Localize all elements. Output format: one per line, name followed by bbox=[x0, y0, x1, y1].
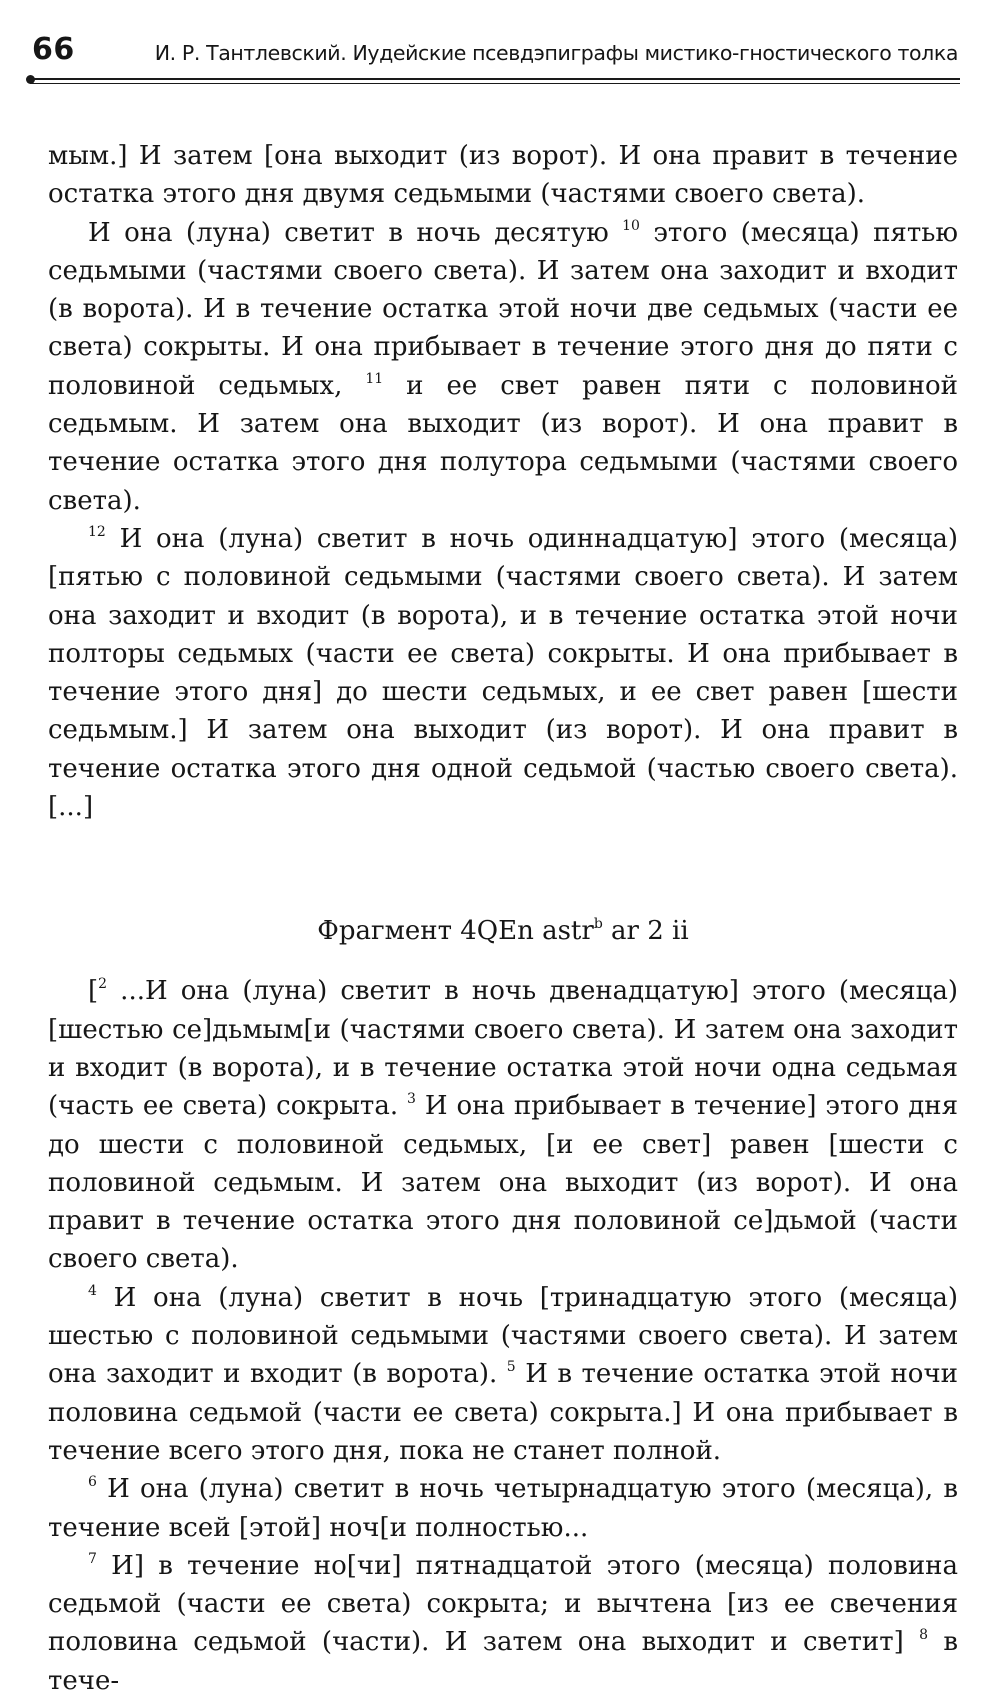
verse-number: 4 bbox=[88, 1282, 97, 1299]
paragraph-text: и ее свет равен пяти с половиной седьмым. И затем она выходит (из ворот). И она правит в течение остатка этого дня полутора седьмыми (частями своего света). bbox=[48, 370, 959, 516]
fragment-heading bbox=[48, 912, 958, 950]
paragraph-text: И она (луна) светит в ночь десятую bbox=[88, 217, 623, 248]
fragment-heading-text: ar 2 ii bbox=[602, 916, 689, 947]
running-title: И. Р. Тантлевский. Иудейские псевдэпиграфы мистико-гностического толка bbox=[154, 41, 958, 65]
paragraph bbox=[48, 1470, 958, 1547]
paragraph bbox=[48, 972, 958, 1278]
verse-number: 5 bbox=[506, 1359, 516, 1376]
paragraph-text: И она (луна) светит в ночь четырнадцатую этого (месяца), в течение всей [этой] ноч[и полностью... bbox=[48, 1474, 958, 1543]
verse-number: 3 bbox=[407, 1091, 416, 1108]
paragraph-text: И] в течение но[чи] пятнадцатой этого (месяца) половина седьмой (части ее света) сокрыта; и вычтена [из ее свечения половина седьмой (части). И затем она выходит и светит] bbox=[48, 1550, 958, 1658]
running-head bbox=[30, 32, 960, 72]
page-body bbox=[48, 137, 958, 1700]
header-rule-bullet-icon bbox=[26, 75, 35, 84]
fragment-heading-text: Фрагмент 4QEn astr bbox=[317, 916, 594, 947]
verse-number: 8 bbox=[919, 1627, 929, 1644]
paragraph bbox=[48, 1279, 958, 1470]
fragment-heading-superscript: b bbox=[593, 916, 603, 933]
verse-number: 7 bbox=[88, 1550, 97, 1567]
verse-number: 6 bbox=[88, 1474, 97, 1491]
verse-number: 2 bbox=[98, 976, 108, 993]
paragraph-text: в тече- bbox=[48, 1627, 958, 1696]
paragraph-text: [ bbox=[88, 976, 99, 1007]
paragraph-text: этого (месяца) пятью седьмыми (частями своего света). И затем она заходит и входит (в ворота). И в течение остатка этой ночи две седьмых (части ее света) сокрыты. И она прибывает в течение этого дня до пяти с половиной седьмых, bbox=[48, 217, 958, 401]
verse-number: 10 bbox=[622, 217, 640, 234]
paragraph bbox=[48, 520, 958, 826]
paragraph-continued bbox=[48, 137, 958, 214]
paragraph bbox=[48, 214, 958, 520]
header-rule-thin-line bbox=[30, 83, 960, 84]
paragraph-text: И она прибывает в течение] этого дня до шести с половиной седьмых, [и ее свет] равен [шести с половиной седьмым. И затем она выходит (из ворот). И она правит в течение остатка этого дня половиной се]дьмой (части своего света). bbox=[48, 1091, 958, 1275]
paragraph-text: И она (луна) светит в ночь [тринадцатую этого (месяца) шестью с половиной седьмыми (частями своего света). И затем она заходит и входит (в ворота). bbox=[48, 1282, 958, 1390]
paragraph-text: И она (луна) светит в ночь одиннадцатую] этого (месяца) [пятью с половиной седьмыми (частями своего света). И затем она заходит и входит (в ворота), и в течение остатка этой ночи полторы седьмых (части ее света) сокрыты. И она прибывает в течение этого дня] до шести седьмых, и ее свет равен [шести седьмым.] И затем она выходит (из ворот). И она правит в течение остатка этого дня одной седьмой (частью своего света). [...] bbox=[48, 523, 958, 823]
header-rule-thick-line bbox=[30, 78, 960, 80]
verse-number: 12 bbox=[88, 523, 106, 540]
page-number: 66 bbox=[32, 32, 75, 67]
paragraph-text: И в течение остатка этой ночи половина седьмой (части ее света) сокрыта.] И она прибывает в течение всего этого дня, пока не станет полной. bbox=[48, 1359, 958, 1466]
verse-number: 11 bbox=[365, 370, 384, 387]
paragraph bbox=[48, 1547, 958, 1700]
paragraph-text: ...И она (луна) светит в ночь двенадцатую] этого (месяца) [шестью се]дьмым[и (частями своего света). И затем она заходит и входит (в ворота), и в течение остатка этой ночи одна седьмая (часть ее света) сокрыта. bbox=[48, 976, 958, 1122]
paragraph-text: мым.] И затем [она выходит (из ворот). И она правит в течение остатка этого дня двумя седьмыми (частями своего света). bbox=[48, 141, 958, 210]
